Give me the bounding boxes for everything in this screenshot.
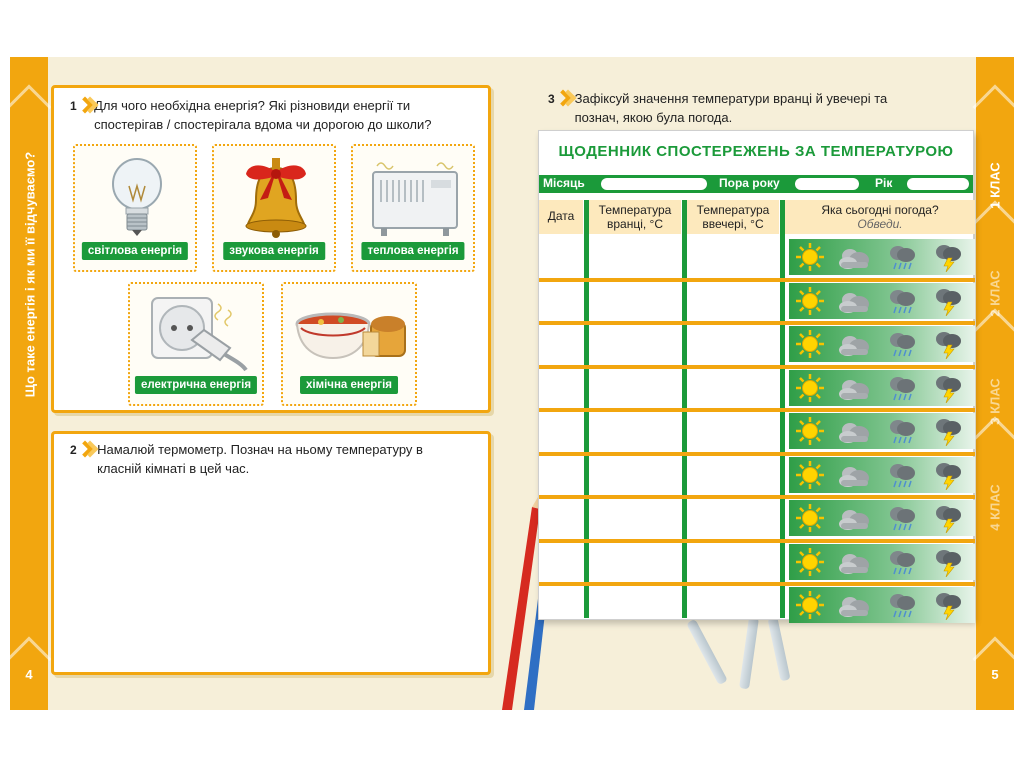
task-2-box [51, 431, 491, 675]
year-label: Рік [875, 176, 893, 190]
weather-cell [789, 370, 975, 406]
card-light-energy [73, 144, 197, 272]
sun-icon[interactable] [795, 503, 825, 533]
card-label: світлова енергія [82, 242, 188, 260]
rain-icon[interactable] [887, 286, 917, 316]
thunderstorm-icon[interactable] [933, 547, 963, 577]
card-chemical-energy [281, 282, 417, 406]
cloud-icon[interactable] [837, 329, 867, 359]
weather-cell [789, 457, 975, 493]
weather-cell [789, 500, 975, 536]
rain-icon[interactable] [887, 590, 917, 620]
rain-icon[interactable] [887, 416, 917, 446]
weather-cell [789, 544, 975, 580]
rain-icon[interactable] [887, 547, 917, 577]
row-divider [539, 495, 975, 499]
col-header-evening: Температура ввечері, °С [687, 200, 779, 234]
weather-cell [789, 587, 975, 623]
year-field[interactable] [907, 178, 969, 190]
thunderstorm-icon[interactable] [933, 329, 963, 359]
task-number: 2 [70, 443, 77, 457]
thunderstorm-icon[interactable] [933, 503, 963, 533]
sun-icon[interactable] [795, 329, 825, 359]
easel-leg [686, 619, 728, 686]
task-1-box [51, 85, 491, 413]
left-page [10, 57, 512, 710]
thunderstorm-icon[interactable] [933, 286, 963, 316]
thunderstorm-icon[interactable] [933, 590, 963, 620]
page-number-left: 4 [25, 667, 33, 682]
left-side-strip: Що таке енергія і як ми її відчуваємо? 4 [10, 57, 48, 710]
weather-question: Яка сьогодні погода? [821, 203, 939, 217]
cloud-icon[interactable] [837, 547, 867, 577]
row-divider [539, 278, 975, 282]
col-header-morning: Температура вранці, °С [589, 200, 681, 234]
cloud-icon[interactable] [837, 373, 867, 403]
book-spread [10, 57, 1014, 710]
card-electric-energy [128, 282, 264, 406]
season-field[interactable] [795, 178, 859, 190]
rain-icon[interactable] [887, 460, 917, 490]
weather-cell [789, 413, 975, 449]
temperature-diary-table [538, 130, 974, 620]
table-title: ЩОДЕННИК СПОСТЕРЕЖЕНЬ ЗА ТЕМПЕРАТУРОЮ [558, 143, 954, 160]
task-number: 3 [548, 92, 555, 106]
task-1-header [70, 96, 480, 134]
chevron-decoration-icon [972, 84, 1014, 129]
row-divider [539, 539, 975, 543]
rain-icon[interactable] [887, 242, 917, 272]
thunderstorm-icon[interactable] [933, 373, 963, 403]
row-divider [539, 452, 975, 456]
card-label: хімічна енергія [300, 376, 398, 394]
row-divider [539, 365, 975, 369]
cloud-icon[interactable] [837, 286, 867, 316]
month-field[interactable] [601, 178, 707, 190]
card-label: звукова енергія [223, 242, 325, 260]
sun-icon[interactable] [795, 460, 825, 490]
right-side-strip: 1 КЛАС 2 КЛАС 3 КЛАС 4 КЛАС 5 [976, 57, 1014, 710]
thunderstorm-icon[interactable] [933, 416, 963, 446]
cloud-icon[interactable] [837, 242, 867, 272]
season-label: Пора року [719, 176, 780, 190]
task-2-header [70, 440, 470, 478]
table-meta-bar [539, 175, 973, 193]
card-label: електрична енергія [135, 376, 257, 394]
task-2-text: Намалюй термометр. Познач на ньому температуру в класній кімнаті в цей час. [97, 442, 423, 476]
easel-leg [739, 617, 759, 690]
rain-icon[interactable] [887, 373, 917, 403]
row-divider [539, 408, 975, 412]
task-number: 1 [70, 99, 77, 113]
card-sound-energy [212, 144, 336, 272]
weather-cell [789, 283, 975, 319]
right-page [512, 57, 1014, 710]
weather-cell [789, 326, 975, 362]
cloud-icon[interactable] [837, 590, 867, 620]
task-1-text: Для чого необхідна енергія? Які різновиди енергії ти спостерігав / спостерігала вдома чи дорогою до школи? [94, 98, 432, 132]
page-number-right: 5 [991, 667, 999, 682]
row-divider [539, 582, 975, 586]
sun-icon[interactable] [795, 547, 825, 577]
task-3-header [548, 89, 928, 127]
col-header-date: Дата [539, 200, 583, 234]
task-arrow-icon [79, 440, 91, 458]
row-divider [539, 321, 975, 325]
heater-icon [367, 158, 463, 238]
cloud-icon[interactable] [837, 460, 867, 490]
weather-cell [789, 239, 975, 275]
food-icon [291, 298, 411, 368]
card-heat-energy [351, 144, 475, 272]
sun-icon[interactable] [795, 416, 825, 446]
socket-plug-icon [146, 290, 250, 372]
thunderstorm-icon[interactable] [933, 460, 963, 490]
rain-icon[interactable] [887, 503, 917, 533]
col-header-weather [785, 200, 975, 234]
card-label: теплова енергія [361, 242, 464, 260]
sun-icon[interactable] [795, 590, 825, 620]
bell-icon [238, 154, 314, 238]
drawing-area[interactable] [64, 486, 478, 662]
light-bulb-icon [109, 156, 165, 238]
cloud-icon[interactable] [837, 503, 867, 533]
thunderstorm-icon[interactable] [933, 242, 963, 272]
task-3-text: Зафіксуй значення температури вранці й увечері та познач, якою була погода. [574, 91, 888, 125]
weather-hint: Обведи. [857, 217, 903, 231]
task-arrow-icon [79, 96, 88, 114]
easel-leg [767, 617, 790, 682]
sun-icon[interactable] [795, 373, 825, 403]
month-label: Місяць [543, 176, 585, 190]
task-arrow-icon [557, 89, 569, 107]
sun-icon[interactable] [795, 242, 825, 272]
sun-icon[interactable] [795, 286, 825, 316]
cloud-icon[interactable] [837, 416, 867, 446]
rain-icon[interactable] [887, 329, 917, 359]
